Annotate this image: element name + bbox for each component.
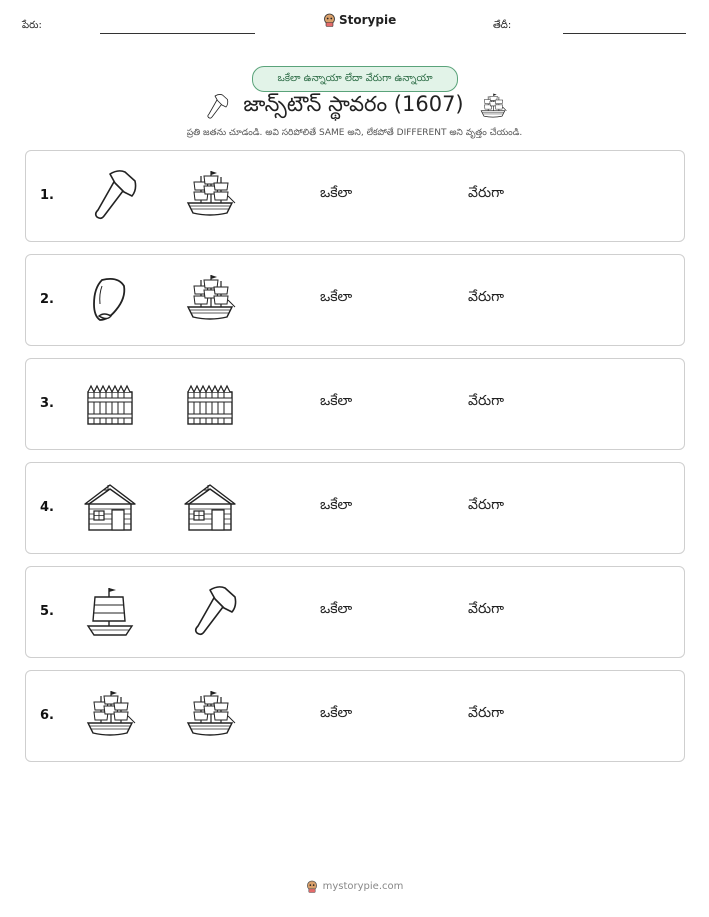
question-row-4 [25, 462, 685, 554]
ship-icon [182, 168, 238, 224]
page-title: జాన్స్‌టౌన్ స్థావరం (1607) [243, 92, 464, 116]
question-number: 3. [40, 396, 54, 411]
date-label: తేదీ: [493, 20, 512, 31]
footer-url[interactable]: mystorypie.com [322, 881, 404, 892]
worksheet-type-badge: ఒకేలా ఉన్నాయా లేదా వేరుగా ఉన్నాయా [252, 66, 458, 92]
ship-icon [182, 272, 238, 328]
ship-icon [82, 688, 138, 744]
storypie-mascot-icon [306, 880, 318, 893]
log-cabin-icon [82, 480, 138, 536]
question-number: 4. [40, 500, 54, 515]
same-option[interactable]: ఒకేలా [320, 185, 353, 201]
question-row-6 [25, 670, 685, 762]
axe-icon [182, 584, 238, 640]
same-option[interactable]: ఒకేలా [320, 497, 353, 513]
question-number: 2. [40, 292, 54, 307]
different-option[interactable]: వేరుగా [468, 705, 504, 721]
question-row-3 [25, 358, 685, 450]
different-option[interactable]: వేరుగా [468, 185, 504, 201]
fence-icon [182, 376, 238, 432]
fence-icon [82, 376, 138, 432]
different-option[interactable]: వేరుగా [468, 497, 504, 513]
name-line[interactable] [100, 33, 255, 34]
same-option[interactable]: ఒకేలా [320, 601, 353, 617]
same-option[interactable]: ఒకేలా [320, 705, 353, 721]
brand-logo [323, 13, 396, 27]
different-option[interactable]: వేరుగా [468, 601, 504, 617]
axe-icon [201, 92, 229, 122]
ship-icon [478, 92, 508, 122]
question-number: 6. [40, 708, 54, 723]
instructions: ప్రతి జతను చూడండి. అవి సరిపోలితే SAME అని, లేకపోతే DIFFERENT అని వృత్తం చేయండి. [186, 128, 523, 138]
date-line[interactable] [563, 33, 686, 34]
question-number: 5. [40, 604, 54, 619]
question-row-2 [25, 254, 685, 346]
question-row-1 [25, 150, 685, 242]
brand-name: Storypie [339, 13, 397, 27]
seed-icon [82, 272, 138, 328]
question-number: 1. [40, 188, 54, 203]
title-row [0, 90, 709, 124]
different-option[interactable]: వేరుగా [468, 289, 504, 305]
name-label: పేరు: [22, 20, 42, 31]
ship-icon [182, 688, 238, 744]
same-option[interactable]: ఒకేలా [320, 393, 353, 409]
same-option[interactable]: ఒకేలా [320, 289, 353, 305]
axe-icon [82, 168, 138, 224]
different-option[interactable]: వేరుగా [468, 393, 504, 409]
question-row-5 [25, 566, 685, 658]
log-cabin-icon [182, 480, 238, 536]
sailboat-icon [82, 584, 138, 640]
footer [0, 880, 709, 893]
storypie-mascot-icon [323, 13, 336, 27]
